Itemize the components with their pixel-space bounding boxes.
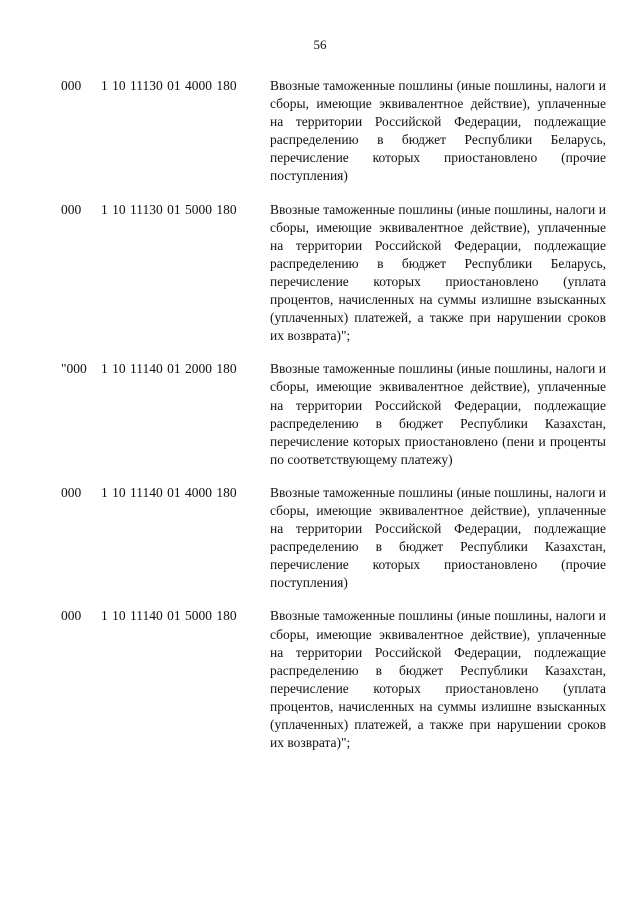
- administrator-code: "000: [61, 361, 87, 377]
- revenue-description: Ввозные таможенные пошлины (иные пошлины, налоги и сборы, имеющие эквивалентное действие), уплаченные на территории Российской Федерации, подлежащие распределению в бюджет Республики Казахстан, перечисление которых приостановлено (прочие поступления): [270, 484, 606, 591]
- budget-classification-code: 1 10 11140 01 5000 180: [101, 608, 237, 624]
- budget-classification-code: 1 10 11130 01 5000 180: [101, 201, 237, 217]
- budget-entry: [0, 484, 640, 593]
- budget-entry: [0, 360, 640, 469]
- administrator-code: 000: [61, 484, 82, 500]
- page-number: 56: [313, 37, 327, 52]
- budget-entry: [0, 77, 640, 186]
- budget-classification-code: 1 10 11140 01 4000 180: [101, 484, 237, 500]
- administrator-code: 000: [61, 608, 82, 624]
- revenue-description: Ввозные таможенные пошлины (иные пошлины, налоги и сборы, имеющие эквивалентное действие), уплаченные на территории Российской Федерации, подлежащие распределению в бюджет Республики Казахстан, перечисление которых приостановлено (пени и проценты по соответствующему платежу): [270, 361, 606, 467]
- budget-classification-code: 1 10 11130 01 4000 180: [101, 78, 237, 93]
- revenue-description: Ввозные таможенные пошлины (иные пошлины, налоги и сборы, имеющие эквивалентное действие), уплаченные на территории Российской Федерации, подлежащие распределению в бюджет Республики Казахстан, перечисление которых приостановлено (уплата процентов, начисленных на суммы излишне взысканных (уплаченных) платежей, а также при нарушении сроков их возврата)";: [270, 608, 606, 751]
- budget-classification-list: [0, 77, 640, 767]
- revenue-description: Ввозные таможенные пошлины (иные пошлины, налоги и сборы, имеющие эквивалентное действие), уплаченные на территории Российской Федерации, подлежащие распределению в бюджет Республики Беларусь, перечисление которых приостановлено (уплата процентов, начисленных на суммы излишне взысканных (уплаченных) платежей, а также при нарушении сроков их возврата)";: [270, 201, 606, 344]
- revenue-description: Ввозные таможенные пошлины (иные пошлины, налоги и сборы, имеющие эквивалентное действие), уплаченные на территории Российской Федерации, подлежащие распределению в бюджет Республики Беларусь, перечисление которых приостановлено (прочие поступления): [270, 78, 606, 184]
- administrator-code: 000: [61, 201, 82, 217]
- administrator-code: 000: [61, 78, 82, 93]
- budget-entry: [0, 607, 640, 752]
- budget-classification-code: 1 10 11140 01 2000 180: [101, 361, 237, 377]
- budget-entry: [0, 201, 640, 346]
